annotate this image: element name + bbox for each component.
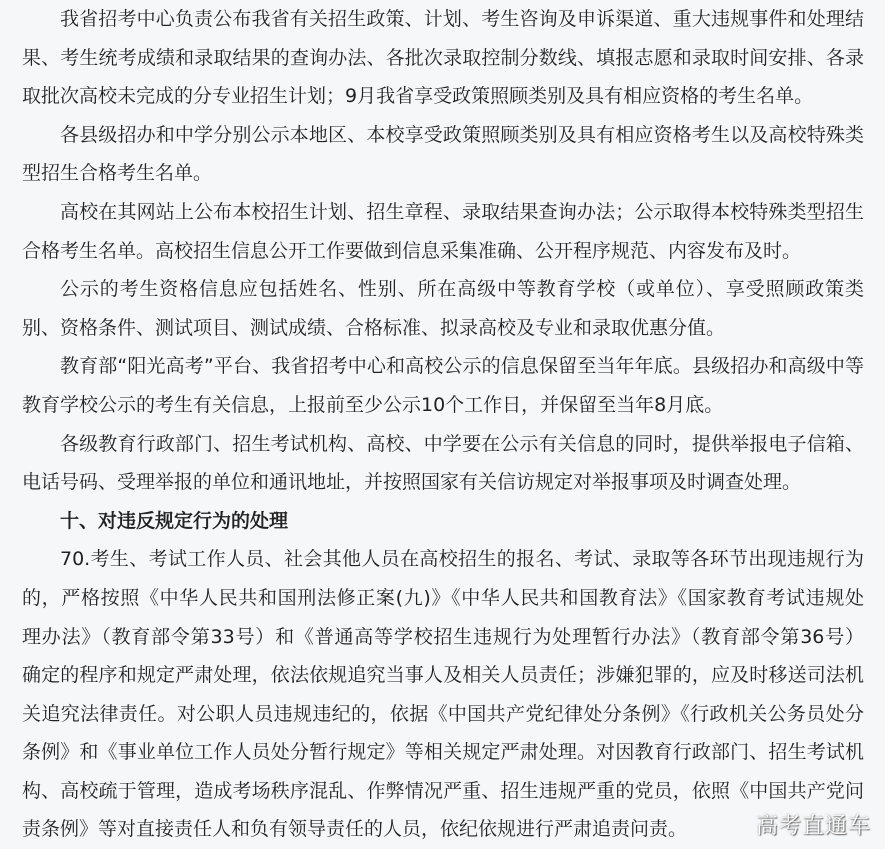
document-body <box>22 0 864 849</box>
text-line: 教育部“阳光高考”平台、我省招考中心和高校公示的信息保留至当年年底。县级招办和高级中等 <box>60 355 864 378</box>
text-line: 确定的程序和规定严肃处理，依法依规追究当事人及相关人员责任；涉嫌犯罪的，应及时移送司法机 <box>22 664 864 687</box>
text-line: 各级教育行政部门、招生考试机构、高校、中学要在公示有关信息的同时，提供举报电子信箱、 <box>60 432 864 455</box>
text-line: 责条例》等对直接责任人和负有领导责任的人员，依纪依规进行严肃追责问责。 <box>22 818 688 841</box>
text-line: 条例》和《事业单位工作人员处分暂行规定》等相关规定严肃处理。对因教育行政部门、招生考试机 <box>22 741 864 764</box>
paragraph <box>22 347 864 424</box>
text-line: 关追究法律责任。对公职人员违规违纪的，依据《中国共产党纪律处分条例》《行政机关公务员处分 <box>22 702 864 725</box>
text-line: 果、考生统考成绩和录取结果的查询办法、各批次录取控制分数线、填报志愿和录取时间安排、各录 <box>22 46 864 69</box>
paragraph <box>22 425 864 502</box>
text-line: 高校在其网站上公布本校招生计划、招生章程、录取结果查询办法；公示取得本校特殊类型招生 <box>60 200 864 223</box>
watermark: 高考直通车 <box>755 814 871 839</box>
text-line: 别、资格条件、测试项目、测试成绩、合格标准、拟录高校及专业和录取优惠分值。 <box>22 316 726 339</box>
text-line: 型招生合格考生名单。 <box>22 162 213 185</box>
text-line: 我省招考中心负责公布我省有关招生政策、计划、考生咨询及申诉渠道、重大违规事件和处理结 <box>60 8 864 30</box>
text-line: 各县级招办和中学分别公示本地区、本校享受政策照顾类别及具有相应资格考生以及高校特殊类 <box>60 123 864 146</box>
article-70 <box>22 540 864 849</box>
text-line: 70.考生、考试工作人员、社会其他人员在高校招生的报名、考试、录取等各环节出现违规行为 <box>60 548 864 571</box>
section-heading: 十、对违反规定行为的处理 <box>60 509 289 532</box>
text-line: 取批次高校未完成的分专业招生计划；9月我省享受政策照顾类别及具有相应资格的考生名单。 <box>22 85 814 108</box>
paragraph <box>22 193 864 270</box>
text-line: 的，严格按照《中华人民共和国刑法修正案(九)》《中华人民共和国教育法》《国家教育考试违规处 <box>22 586 864 609</box>
text-line: 公示的考生资格信息应包括姓名、性别、所在高级中等教育学校（或单位）、享受照顾政策类 <box>60 278 864 301</box>
paragraph <box>22 116 864 193</box>
paragraph <box>22 0 864 116</box>
text-line: 电话号码、受理举报的单位和通讯地址，并按照国家有关信访规定对举报事项及时调查处理。 <box>22 471 802 494</box>
text-line: 理办法》（教育部令第33号）和《普通高等学校招生违规行为处理暂行办法》（教育部令第36号） <box>22 625 864 648</box>
text-line: 教育学校公示的考生有关信息，上报前至少公示10个工作日，并保留至当年8月底。 <box>22 393 724 416</box>
text-line: 构、高校疏于管理，造成考场秩序混乱、作弊情况严重、招生违规严重的党员，依照《中国共产党问 <box>22 779 864 802</box>
text-line: 合格考生名单。高校招生信息公开工作要做到信息采集准确、公开程序规范、内容发布及时。 <box>22 239 802 262</box>
paragraph <box>22 270 864 347</box>
